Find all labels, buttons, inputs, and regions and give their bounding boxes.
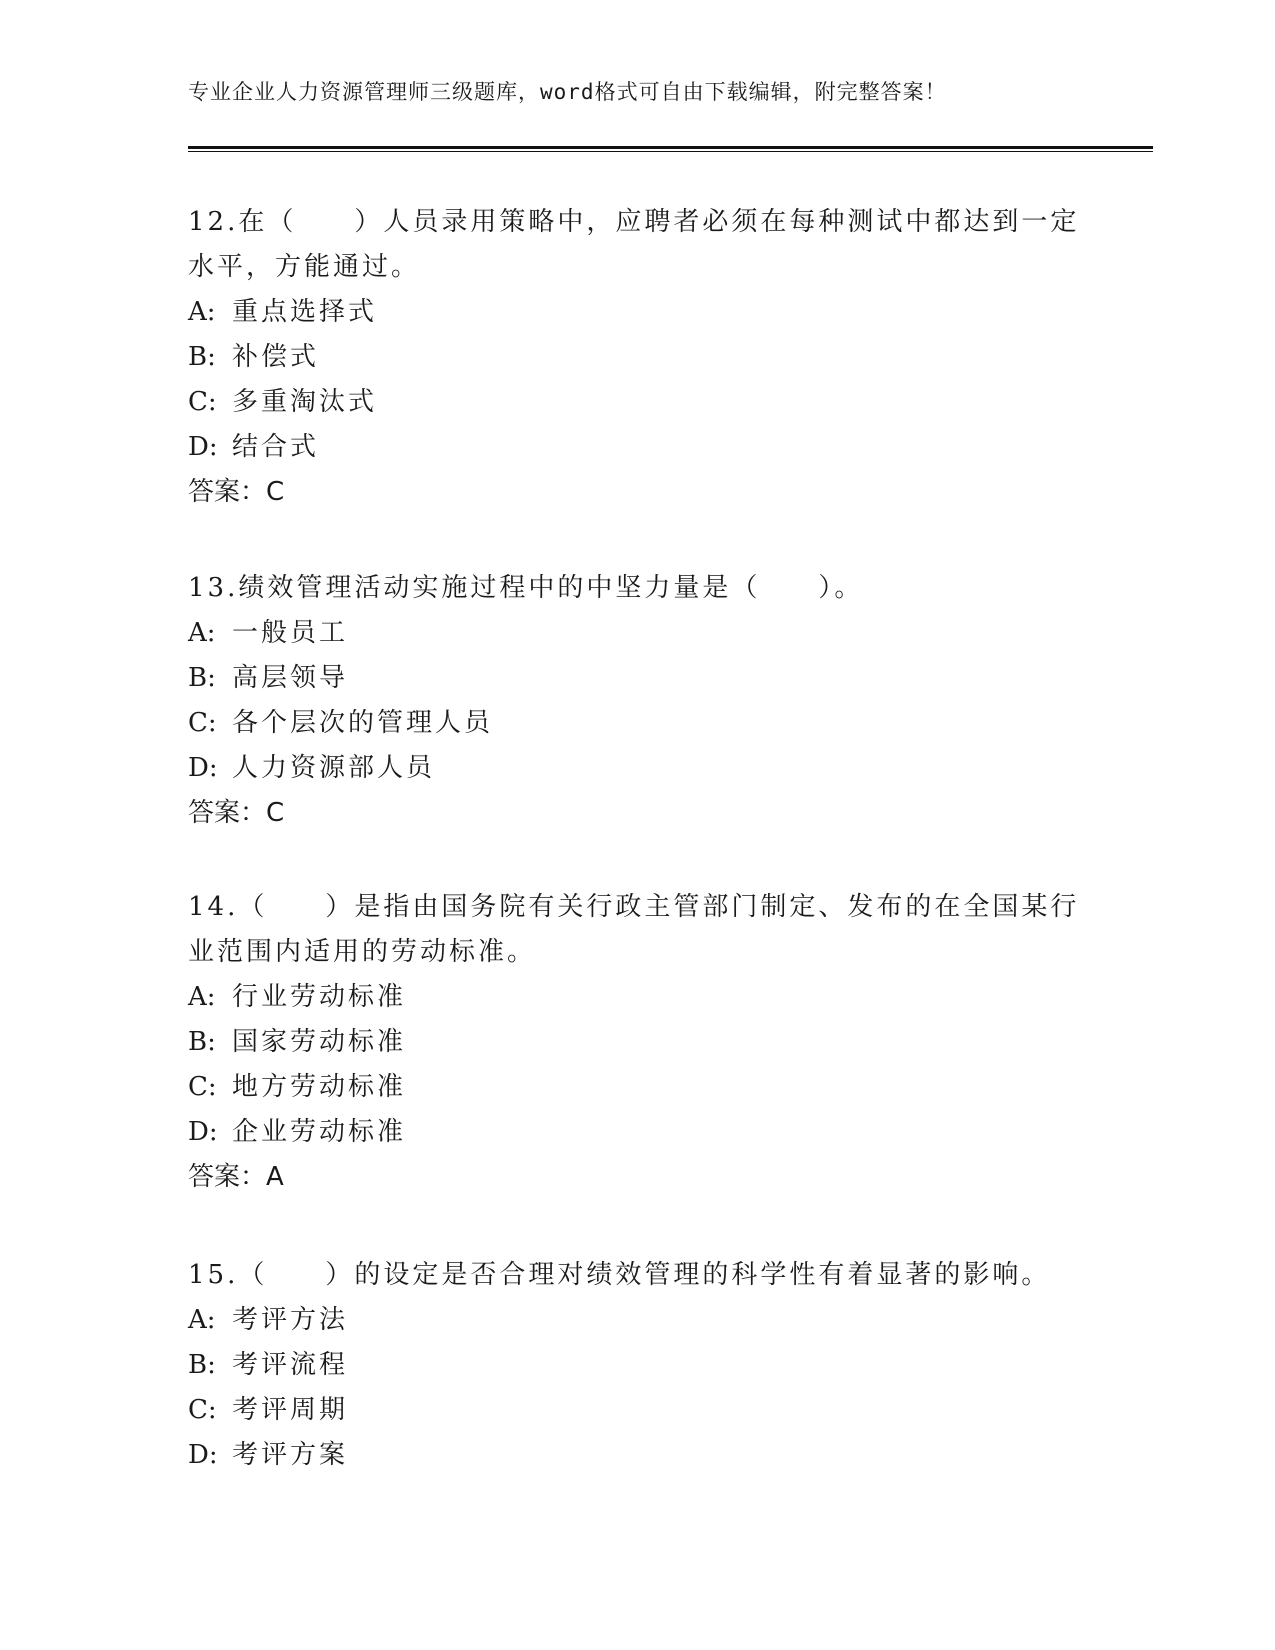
option-text: 考评周期 <box>232 1395 349 1425</box>
option-d <box>188 1433 1088 1478</box>
question-15 <box>188 1253 1088 1478</box>
answer: 答案：A <box>188 1162 284 1192</box>
option-c <box>188 1388 1088 1433</box>
option-letter: A: <box>188 982 216 1012</box>
option-text: 行业劳动标准 <box>232 982 407 1012</box>
option-text: 地方劳动标准 <box>232 1072 407 1102</box>
answer: 答案：C <box>188 477 285 507</box>
option-text: 各个层次的管理人员 <box>232 708 494 738</box>
option-b <box>188 335 1088 380</box>
option-c <box>188 1065 1088 1110</box>
question-stem: 14.（ ）是指由国务院有关行政主管部门制定、发布的在全国某行业范围内适用的劳动标准。 <box>188 892 1080 967</box>
option-a <box>188 975 1088 1020</box>
option-b <box>188 656 1088 701</box>
option-text: 高层领导 <box>232 663 349 693</box>
option-letter: D: <box>188 432 218 462</box>
option-letter: B: <box>188 1027 216 1057</box>
option-text: 多重淘汰式 <box>232 387 378 417</box>
option-text: 考评方案 <box>232 1440 349 1470</box>
option-a <box>188 290 1088 335</box>
question-stem: 12.在（ ）人员录用策略中，应聘者必须在每种测试中都达到一定水平，方能通过。 <box>188 207 1080 282</box>
option-text: 重点选择式 <box>232 297 378 327</box>
question-12 <box>188 200 1088 515</box>
header-rule-thick <box>188 146 1153 149</box>
question-stem: 15.（ ）的设定是否合理对绩效管理的科学性有着显著的影响。 <box>188 1260 1051 1290</box>
header-rule-thin <box>188 151 1153 152</box>
option-c <box>188 701 1088 746</box>
option-text: 国家劳动标准 <box>232 1027 407 1057</box>
option-a <box>188 611 1088 656</box>
option-letter: D: <box>188 1440 218 1470</box>
option-letter: A: <box>188 618 216 648</box>
option-d <box>188 425 1088 470</box>
option-letter: A: <box>188 1305 216 1335</box>
option-text: 企业劳动标准 <box>232 1117 407 1147</box>
option-letter: C: <box>188 1072 217 1102</box>
option-letter: B: <box>188 342 216 372</box>
question-stem: 13.绩效管理活动实施过程中的中坚力量是（ ）。 <box>188 573 864 603</box>
option-b <box>188 1343 1088 1388</box>
option-text: 人力资源部人员 <box>232 753 436 783</box>
option-letter: C: <box>188 708 217 738</box>
option-letter: A: <box>188 297 216 327</box>
option-text: 补偿式 <box>232 342 320 372</box>
option-a <box>188 1298 1088 1343</box>
page-header: 专业企业人力资源管理师三级题库，word格式可自由下载编辑，附完整答案！ <box>188 80 947 104</box>
option-letter: D: <box>188 753 218 783</box>
option-letter: B: <box>188 663 216 693</box>
option-letter: C: <box>188 1395 217 1425</box>
answer: 答案：C <box>188 798 285 828</box>
option-letter: C: <box>188 387 217 417</box>
option-d <box>188 746 1088 791</box>
question-14 <box>188 885 1088 1200</box>
option-d <box>188 1110 1088 1155</box>
question-13 <box>188 566 1088 836</box>
option-c <box>188 380 1088 425</box>
option-b <box>188 1020 1088 1065</box>
option-text: 考评方法 <box>232 1305 349 1335</box>
option-letter: B: <box>188 1350 216 1380</box>
option-letter: D: <box>188 1117 218 1147</box>
option-text: 考评流程 <box>232 1350 349 1380</box>
option-text: 结合式 <box>232 432 320 462</box>
option-text: 一般员工 <box>232 618 349 648</box>
